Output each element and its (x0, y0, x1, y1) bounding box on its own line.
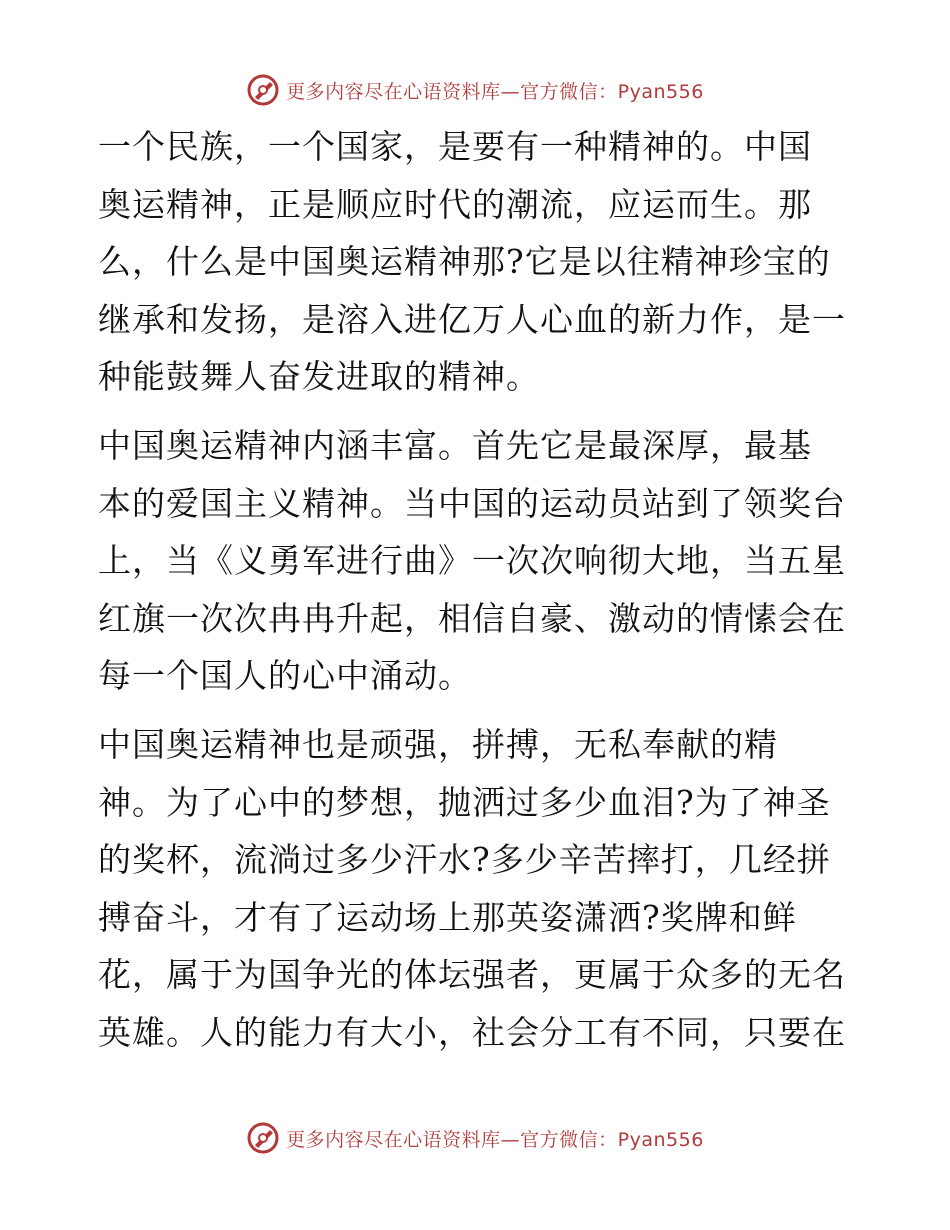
text-line: 每一个国人的心中涌动。 (98, 656, 472, 696)
paragraph (98, 716, 858, 1062)
text-line: 继承和发扬，是溶入进亿万人心血的新力作，是一 (98, 299, 846, 339)
text-line: 一个民族，一个国家，是要有一种精神的。中国 (98, 127, 812, 166)
text-line: 中国奥运精神内涵丰富。首先它是最深厚，最基 (98, 425, 812, 465)
text-line: 神。为了心中的梦想，抛洒过多少血泪?为了神圣 (98, 782, 831, 822)
text-line: 奥运精神，正是顺应时代的潮流，应运而生。那 (98, 184, 812, 224)
document-body (98, 118, 858, 1073)
text-line: 花，属于为国争光的体坛强者，更属于众多的无名 (98, 955, 846, 995)
banner-text: 更多内容尽在心语资料库—官方微信：Pyan556 (286, 1128, 704, 1151)
header-banner-inner (246, 73, 704, 107)
footer-banner-inner (246, 1121, 704, 1155)
banner-text: 更多内容尽在心语资料库—官方微信：Pyan556 (286, 80, 704, 103)
text-line: 的奖杯，流淌过多少汗水?多少辛苦摔打，几经拼 (98, 840, 831, 880)
text-line: 上，当《义勇军进行曲》一次次响彻大地，当五星 (98, 541, 846, 581)
text-line: 种能鼓舞人奋发进取的精神。 (98, 357, 540, 397)
text-line: 红旗一次次冉冉升起，相信自豪、激动的情愫会在 (98, 598, 846, 638)
logo-icon (246, 1121, 280, 1155)
text-line: 英雄。人的能力有大小，社会分工有不同，只要在 (98, 1012, 846, 1052)
header-banner (0, 70, 950, 110)
text-line: 么，什么是中国奥运精神那?它是以往精神珍宝的 (98, 242, 831, 282)
text-line: 搏奋斗，才有了运动场上那英姿潇洒?奖牌和鲜 (98, 897, 797, 937)
paragraph (98, 417, 858, 705)
text-line: 本的爱国主义精神。当中国的运动员站到了领奖台 (98, 483, 846, 523)
text-line: 中国奥运精神也是顽强，拼搏，无私奉献的精 (98, 724, 778, 764)
logo-icon (246, 73, 280, 107)
footer-banner (0, 1118, 950, 1158)
paragraph (98, 118, 858, 406)
